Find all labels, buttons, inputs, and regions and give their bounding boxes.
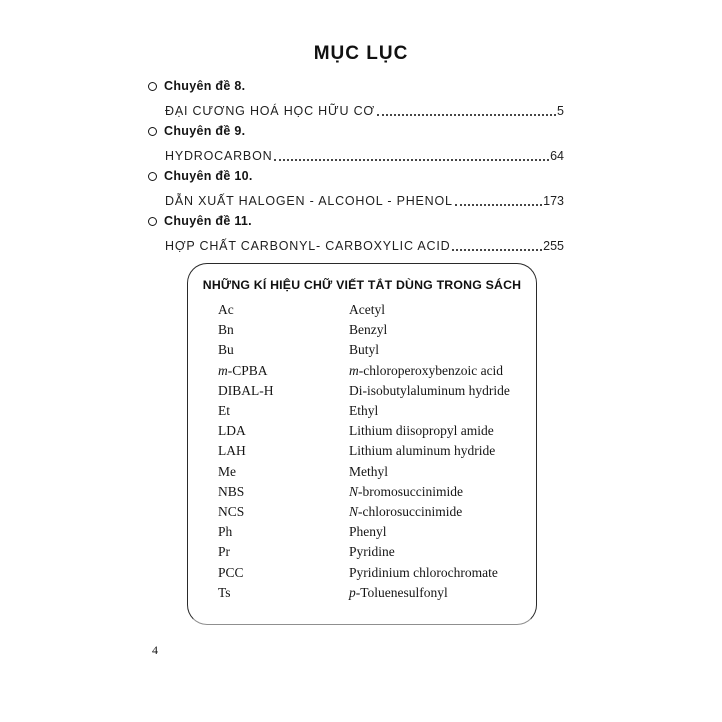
toc-item-page-number: 5 bbox=[557, 104, 564, 118]
circle-bullet-icon bbox=[148, 172, 157, 181]
abbreviation-row bbox=[218, 562, 520, 582]
abbreviation-symbol: DIBAL-H bbox=[218, 382, 274, 398]
abbreviation-symbol: Et bbox=[218, 403, 230, 419]
abbreviation-definition: Acetyl bbox=[349, 302, 385, 318]
circle-bullet-icon bbox=[148, 217, 157, 226]
dotted-leader bbox=[452, 249, 542, 251]
toc-item-entry-label: ĐẠI CƯƠNG HOÁ HỌC HỮU CƠ bbox=[165, 104, 375, 118]
abbreviation-symbol: Pr bbox=[218, 544, 231, 560]
abbreviation-definition: p-Toluenesulfonyl bbox=[349, 584, 448, 600]
abbreviation-row bbox=[218, 340, 520, 360]
abbreviation-symbol: Ph bbox=[218, 524, 233, 540]
abbreviation-definition: Benzyl bbox=[349, 322, 388, 338]
page-number: 4 bbox=[152, 643, 158, 657]
abbreviation-row bbox=[218, 421, 520, 441]
dotted-leader bbox=[455, 204, 542, 206]
toc-item-entry-label: DẪN XUẤT HALOGEN - ALCOHOL - PHENOL bbox=[165, 194, 453, 208]
abbreviation-row bbox=[218, 320, 520, 340]
abbreviation-definition: Pyridinium chlorochromate bbox=[349, 564, 498, 580]
abbreviation-symbol: m-CPBA bbox=[218, 362, 268, 378]
abbreviation-definition: m-chloroperoxybenzoic acid bbox=[349, 362, 504, 378]
toc-item bbox=[148, 165, 564, 210]
toc-item-heading bbox=[148, 210, 564, 233]
abbreviation-definition: Butyl bbox=[349, 342, 380, 358]
toc-item bbox=[148, 210, 564, 255]
abbreviation-definition: Lithium diisopropyl amide bbox=[349, 423, 494, 439]
abbreviation-row bbox=[218, 401, 520, 421]
abbreviation-definition: Methyl bbox=[349, 463, 388, 479]
toc-item-heading-label: Chuyên đề 8. bbox=[164, 79, 246, 94]
abbreviation-row bbox=[218, 300, 520, 320]
abbreviation-symbol: PCC bbox=[218, 564, 244, 580]
abbreviation-symbol: Bu bbox=[218, 342, 234, 358]
table-of-contents bbox=[148, 75, 564, 255]
abbreviation-row bbox=[218, 522, 520, 542]
dotted-leader bbox=[274, 159, 549, 161]
toc-item-entry-label: HYDROCARBON bbox=[165, 149, 273, 163]
toc-item-heading-label: Chuyên đề 11. bbox=[164, 214, 252, 229]
abbreviation-symbol: LDA bbox=[218, 423, 246, 439]
abbreviation-symbol: Ts bbox=[218, 584, 231, 600]
abbreviation-row bbox=[218, 542, 520, 562]
toc-item-entry bbox=[148, 143, 564, 166]
toc-item bbox=[148, 75, 564, 120]
toc-item-entry bbox=[148, 233, 564, 256]
abbreviation-definition: Lithium aluminum hydride bbox=[349, 443, 496, 459]
abbreviation-row bbox=[218, 482, 520, 502]
abbreviation-definition: Ethyl bbox=[349, 403, 379, 419]
abbreviation-row bbox=[218, 583, 520, 603]
toc-item-heading bbox=[148, 120, 564, 143]
abbreviation-symbol: NBS bbox=[218, 483, 245, 499]
toc-item-page-number: 64 bbox=[550, 149, 564, 163]
toc-item-heading bbox=[148, 75, 564, 98]
page-title: MỤC LỤC bbox=[313, 43, 409, 64]
abbreviation-symbol: Ac bbox=[218, 302, 234, 318]
abbreviation-symbol: Bn bbox=[218, 322, 234, 338]
toc-item-entry bbox=[148, 188, 564, 211]
toc-item-heading-label: Chuyên đề 9. bbox=[164, 124, 246, 139]
abbreviation-row bbox=[218, 381, 520, 401]
abbreviations-table bbox=[218, 300, 520, 603]
abbreviations-box bbox=[187, 263, 537, 625]
abbreviation-row bbox=[218, 502, 520, 522]
abbreviation-definition: N-bromosuccinimide bbox=[349, 483, 463, 499]
abbreviations-title: NHỮNG KÍ HIỆU CHỮ VIẾT TẮT DÙNG TRONG SÁCH bbox=[202, 278, 522, 292]
abbreviation-row bbox=[218, 462, 520, 482]
toc-item-entry-label: HỢP CHẤT CARBONYL- CARBOXYLIC ACID bbox=[165, 239, 451, 253]
circle-bullet-icon bbox=[148, 82, 157, 91]
abbreviation-definition: Phenyl bbox=[349, 524, 387, 540]
toc-item-entry bbox=[148, 98, 564, 121]
circle-bullet-icon bbox=[148, 127, 157, 136]
toc-item-heading bbox=[148, 165, 564, 188]
abbreviation-symbol: Me bbox=[218, 463, 236, 479]
abbreviation-symbol: LAH bbox=[218, 443, 246, 459]
abbreviation-definition: Di-isobutylaluminum hydride bbox=[349, 382, 510, 398]
abbreviation-definition: Pyridine bbox=[349, 544, 395, 560]
dotted-leader bbox=[377, 114, 556, 116]
abbreviation-symbol: NCS bbox=[218, 503, 245, 519]
toc-item bbox=[148, 120, 564, 165]
abbreviation-definition: N-chlorosuccinimide bbox=[349, 503, 463, 519]
toc-item-page-number: 173 bbox=[543, 194, 564, 208]
abbreviation-row bbox=[218, 441, 520, 461]
toc-item-heading-label: Chuyên đề 10. bbox=[164, 169, 253, 184]
toc-item-page-number: 255 bbox=[543, 239, 564, 253]
abbreviation-row bbox=[218, 361, 520, 381]
